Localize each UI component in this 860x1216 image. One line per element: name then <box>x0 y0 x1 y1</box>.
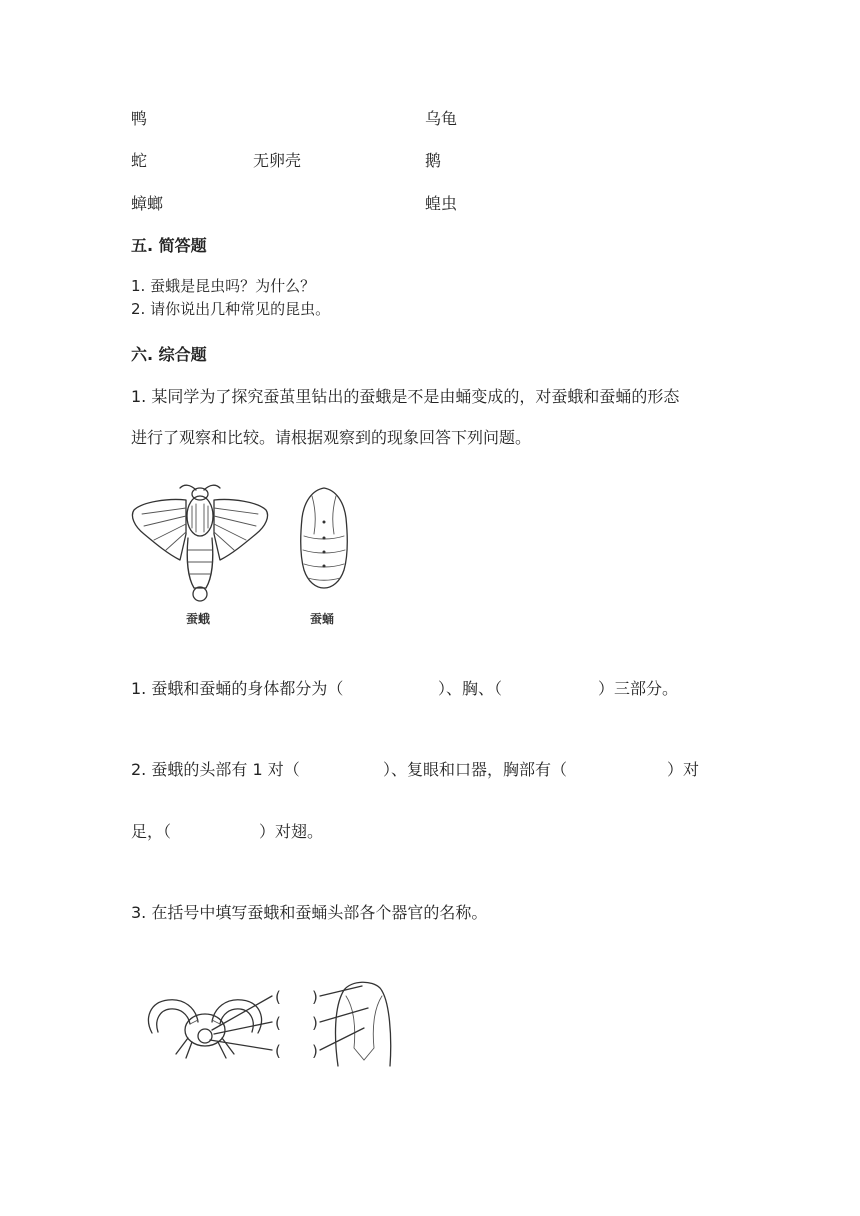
section5-heading: 五. 简答题 <box>131 236 207 255</box>
section6-intro-line-2: 进行了观察和比较。请根据观察到的现象回答下列问题。 <box>131 428 532 447</box>
sub2-part-1: 2. 蚕蛾的头部有 1 对（ <box>131 760 300 779</box>
section5-question-2: 2. 请你说出几种常见的昆虫。 <box>131 300 331 318</box>
sub2-part-5: ）对翅。 <box>259 822 324 841</box>
head-organs-figure <box>140 978 400 1073</box>
pupa-head-drawing <box>312 982 391 1066</box>
match-right-2: 鹅 <box>425 151 442 170</box>
match-right-1: 乌龟 <box>425 109 458 128</box>
sub1-part-2: ）、胸、（ <box>438 679 503 698</box>
svg-text:(: ( <box>275 1042 281 1060</box>
moth-caption: 蚕蛾 <box>186 612 211 626</box>
match-right-3: 蝗虫 <box>425 194 458 213</box>
section6-intro-line-1: 1. 某同学为了探究蚕茧里钻出的蚕蛾是不是由蛹变成的，对蚕蛾和蚕蛹的形态 <box>131 387 680 406</box>
svg-text:): ) <box>312 1042 318 1060</box>
match-left-3: 蟑螂 <box>131 194 164 213</box>
section6-heading: 六. 综合题 <box>131 345 207 364</box>
match-middle-1: 无卵壳 <box>253 151 302 170</box>
silkworm-pupa-drawing <box>301 488 348 626</box>
sub1-part-3: ）三部分。 <box>598 679 679 698</box>
sub2-part-3: ）对 <box>667 760 700 779</box>
sub3-text: 3. 在括号中填写蚕蛾和蚕蛹头部各个器官的名称。 <box>131 903 488 922</box>
sub2-part-4: 足，（ <box>131 822 172 841</box>
svg-text:(: ( <box>275 1014 281 1032</box>
svg-text:(: ( <box>275 988 281 1006</box>
match-left-2: 蛇 <box>131 151 148 170</box>
moth-head-drawing <box>149 988 281 1060</box>
svg-text:): ) <box>312 988 318 1006</box>
section5-question-1: 1. 蚕蛾是昆虫吗？为什么？ <box>131 277 316 295</box>
svg-text:): ) <box>312 1014 318 1032</box>
match-left-1: 鸭 <box>131 109 148 128</box>
silkworm-moth-pupa-figure <box>128 482 368 632</box>
pupa-caption: 蚕蛹 <box>310 612 335 626</box>
silkworm-moth-drawing <box>132 485 267 626</box>
sub2-part-2: ）、复眼和口器，胸部有（ <box>383 760 568 779</box>
sub1-part-1: 1. 蚕蛾和蚕蛹的身体都分为（ <box>131 679 344 698</box>
